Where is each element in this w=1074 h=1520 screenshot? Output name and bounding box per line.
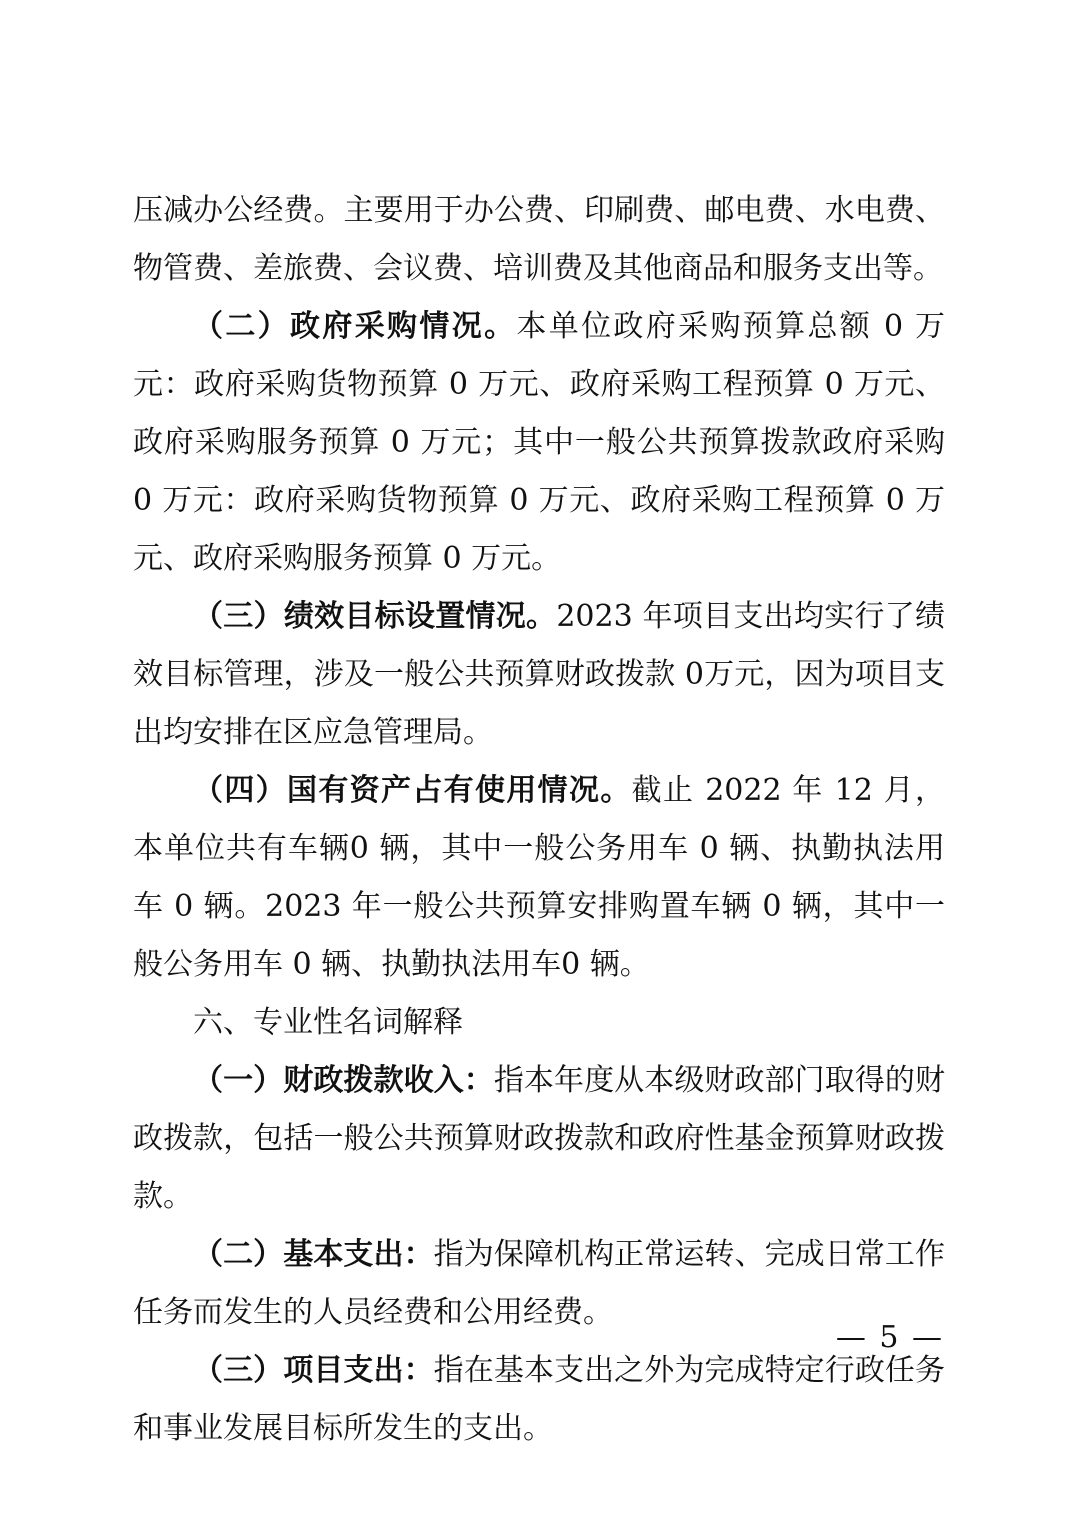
definition-text: 指在基本支出之外为完成特定行政任务和事业发展目标所发生的支出。	[133, 1353, 946, 1446]
section-heading: 六、专业性名词解释	[193, 1005, 463, 1040]
paragraph-lead: （四）国有资产占有使用情况。	[193, 773, 632, 808]
definition-text: 指为保障机构正常运转、完成日常工作任务而发生的人员经费和公用经费。	[133, 1237, 946, 1330]
paragraph-text: 本单位政府采购预算总额 0 万元：政府采购货物预算 0 万元、政府采购工程预算 0 万元、政府采购服务预算 0 万元；其中一般公共预算拨款政府采购 0 万元：政府采购货物预算 0 万元、政府采购工程预算 0 万元、政府采购服务预算 0 万元。	[133, 309, 945, 576]
page-number: — 5 —	[835, 1320, 944, 1355]
paragraph-lead: （二）政府采购情况。	[193, 309, 517, 344]
paragraph-text: 2023 年项目支出均实行了绩效目标管理，涉及一般公共预算财政拨款 0万元，因为项目支出均安排在区应急管理局。	[133, 599, 946, 750]
definition-term: （三）项目支出：	[193, 1353, 434, 1388]
paragraph-state-assets	[133, 762, 945, 994]
paragraph-lead: （三）绩效目标设置情况。	[193, 599, 557, 634]
definition-fiscal-appropriation-income	[133, 1052, 945, 1226]
definition-term: （一）财政拨款收入：	[193, 1063, 494, 1098]
paragraph-performance-targets	[133, 588, 945, 762]
definition-project-expenditure	[133, 1342, 945, 1458]
definition-basic-expenditure	[133, 1226, 945, 1342]
definition-term: （二）基本支出：	[193, 1237, 434, 1272]
paragraph-government-procurement	[133, 298, 945, 588]
paragraph-office-expenses	[133, 182, 945, 298]
definition-text: 指本年度从本级财政部门取得的财政拨款，包括一般公共预算财政拨款和政府性基金预算财政拨款。	[133, 1063, 946, 1214]
page-body	[133, 182, 945, 1458]
paragraph-text: 压减办公经费。主要用于办公费、印刷费、邮电费、水电费、物管费、差旅费、会议费、培训费及其他商品和服务支出等。	[133, 193, 945, 286]
paragraph-text: 截止 2022 年 12 月，本单位共有车辆0 辆，其中一般公务用车 0 辆、执勤执法用车 0 辆。2023 年一般公共预算安排购置车辆 0 辆，其中一般公务用车 0 辆、执勤执法用车0 辆。	[133, 773, 946, 982]
